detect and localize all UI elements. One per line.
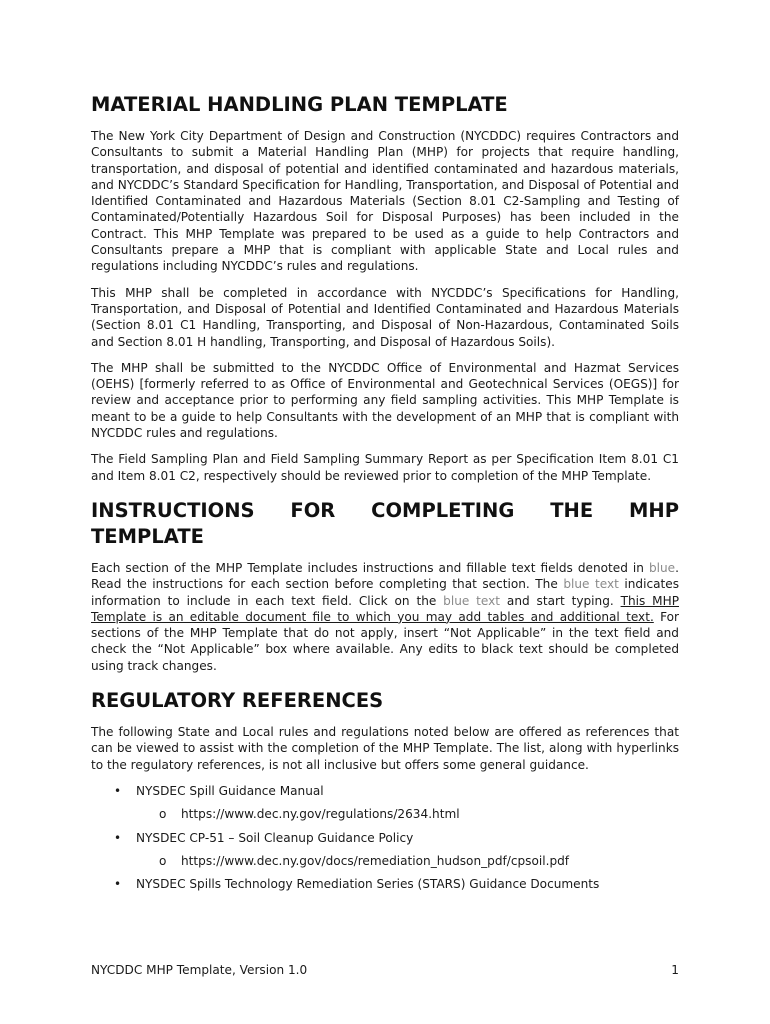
sub-bullet-icon: o [159,807,167,822]
heading-instructions-line2: TEMPLATE [91,524,204,548]
reference-item-stars [91,876,679,892]
instr-text-d: and start typing. [500,593,621,608]
blue-text-sample-1[interactable]: blue [648,560,676,575]
instr-text-e: For sections of the MHP Template that do not apply, insert “Not Applicable” in the text field and check the “Not Applicable” box where available. Any edits to black text should be completed using track changes. [91,609,679,673]
reference-sublist [136,853,679,869]
instr-text-b: . Read the instructions for each section before completing that section. The [91,560,679,592]
reference-item-cp51 [91,830,679,870]
sub-bullet-icon: o [159,853,167,868]
document-page [91,92,679,899]
instr-text-a: Each section of the MHP Template includes instructions and fillable text fields denoted in [91,560,649,575]
reference-label: NYSDEC CP-51 – Soil Cleanup Guidance Policy [136,830,414,845]
bullet-icon: • [114,877,122,892]
reference-item-spill-guidance [91,783,679,823]
editable-note-underlined: This MHP Template is an editable document file to which you may add tables and additional text. [91,593,679,624]
reference-link[interactable]: https://www.dec.ny.gov/regulations/2634.html [181,807,460,822]
intro-paragraph-1: The New York City Department of Design and Construction (NYCDDC) requires Contractors and Consultants to submit a Material Handling Plan (MHP) for projects that require handling, transportation, and disposal of potential and identified contaminated and hazardous materials, and NYCDDC’s Standard Specification for Handling, Transportation, and Disposal of Potential and Identified Contaminated and Hazardous Materials (Section 8.01 C2-Sampling and Testing of Contaminated/Potentially Hazardous Soil for Disposal Purposes) has been included in the Contract. This MHP Template was prepared to be used as a guide to help Contractors and Consultants prepare a MHP that is compliant with applicable State and Local rules and regulations including NYCDDC’s rules and regulations. [91,129,679,274]
references-intro-paragraph: The following State and Local rules and regulations noted below are offered as references that can be viewed to assist with the completion of the MHP Template. The list, along with hyperlinks to the regulatory references, is not all inclusive but offers some general guidance. [91,725,679,772]
reference-label: NYSDEC Spill Guidance Manual [136,783,324,798]
intro-paragraph-4: The Field Sampling Plan and Field Sampling Summary Report as per Specification Item 8.01 C1 and Item 8.01 C2, respectively should be reviewed prior to completion of the MHP Template. [91,452,679,483]
heading-material-handling-plan: MATERIAL HANDLING PLAN TEMPLATE [91,93,508,116]
intro-paragraph-2: This MHP shall be completed in accordance with NYCDDC’s Specifications for Handling, Transportation, and Disposal of Potential and Identified Contaminated and Hazardous Materials (Section 8.01 C1 Handling, Transporting, and Disposal of Non-Hazardous, Contaminated Soils and Section 8.01 H handling, Transporting, and Disposal of Hazardous Soils). [91,285,679,349]
reference-link[interactable]: https://www.dec.ny.gov/docs/remediation_hudson_pdf/cpsoil.pdf [181,853,570,868]
instructions-paragraph [91,560,679,674]
intro-paragraph-3: The MHP shall be submitted to the NYCDDC Office of Environmental and Hazmat Services (OEHS) [formerly referred to as Office of Environmental and Geotechnical Services (OEGS)] for review and acceptance prior to performing any field sampling activities. This MHP Template is meant to be a guide to help Consultants with the development of an MHP that is compliant with NYCDDC rules and regulations. [91,360,679,441]
bullet-icon: • [114,830,122,845]
reference-link-item [136,806,679,822]
blue-text-sample-2[interactable]: blue text [563,577,619,592]
blue-text-sample-3[interactable]: blue text [443,593,501,608]
reference-sublist [136,806,679,822]
references-list [91,783,679,892]
reference-link-item [136,853,679,869]
heading-instructions-line1: INSTRUCTIONS FOR COMPLETING THE MHP [91,498,679,522]
footer-document-version: NYCDDC MHP Template, Version 1.0 [91,963,308,977]
heading-regulatory-references: REGULATORY REFERENCES [91,689,384,713]
footer-page-number: 1 [671,963,679,977]
reference-label: NYSDEC Spills Technology Remediation Series (STARS) Guidance Documents [136,877,600,892]
instr-text-c: indicates information to include in each text field. Click on the [91,577,680,608]
heading-instructions [91,498,679,550]
page-footer [91,962,679,978]
bullet-icon: • [114,783,122,798]
